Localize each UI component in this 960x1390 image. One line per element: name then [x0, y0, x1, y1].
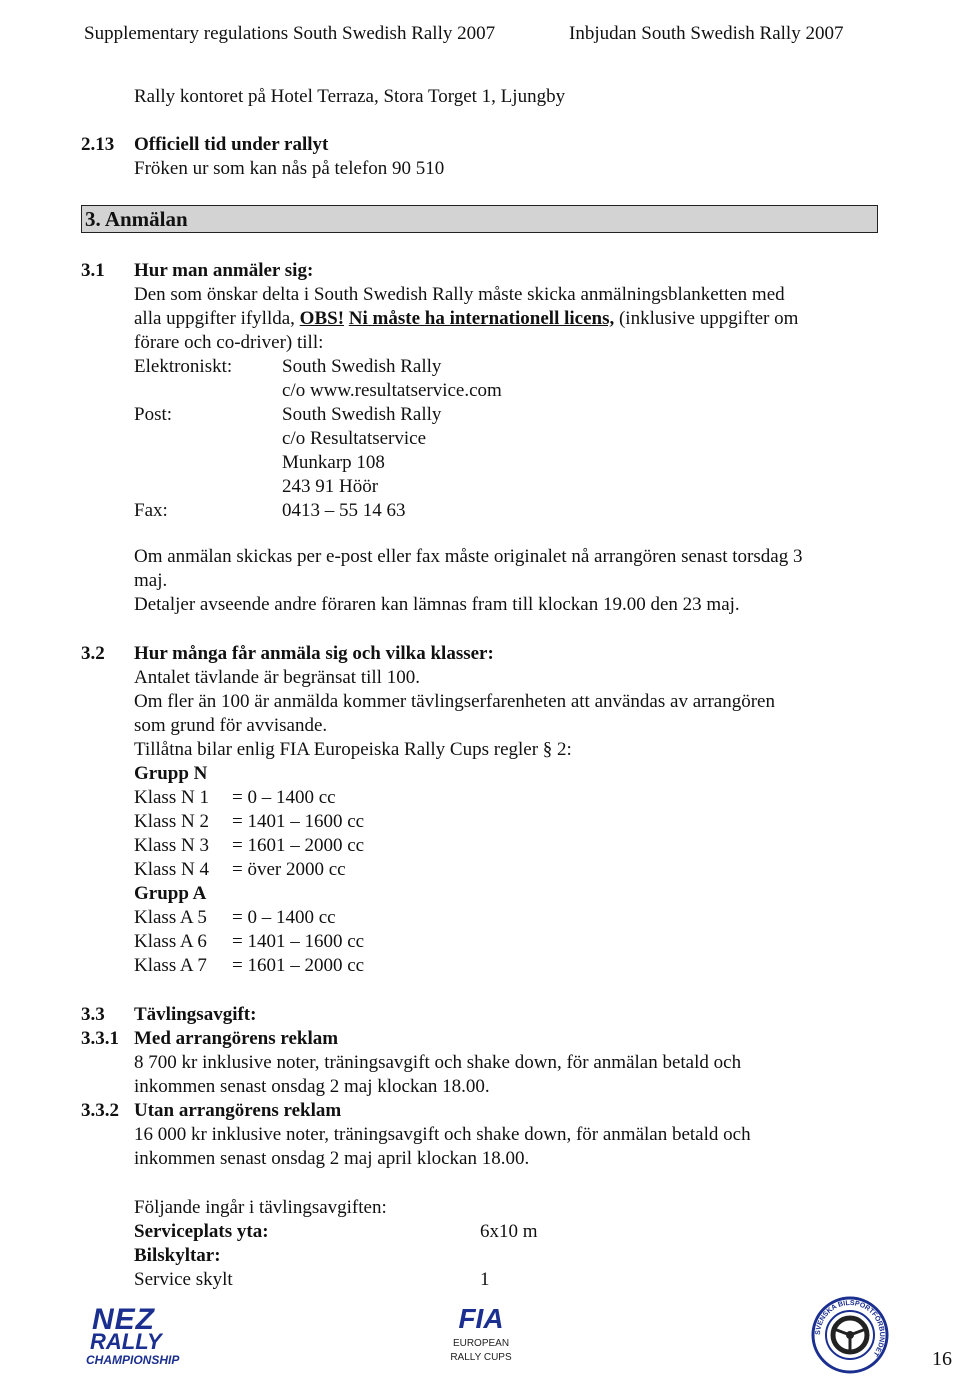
line2-text-c: (inklusive uppgifter om [618, 308, 799, 329]
section-3-heading [81, 205, 878, 233]
class-value: = 1601 – 2000 cc [232, 835, 365, 856]
fia-rally-cups-text: RALLY CUPS [450, 1352, 512, 1363]
nez-logo-text: NEZ [92, 1303, 155, 1336]
section-3-2-title: Hur många får anmäla sig och vilka klasser: [134, 643, 494, 664]
section-3-3-title: Tävlingsavgift: [134, 1004, 257, 1025]
class-name: Klass A 7 [134, 955, 207, 976]
service-sign-label: Service skylt [134, 1269, 233, 1290]
class-value: = över 2000 cc [232, 859, 346, 880]
section-3-1-number: 3.1 [81, 260, 105, 281]
post-line4: 243 91 Höör [282, 476, 379, 497]
note-line3: Detaljer avseende andre föraren kan lämnas fram till klockan 19.00 den 23 maj. [134, 594, 740, 615]
rally-logo-text: RALLY [90, 1329, 162, 1354]
class-name: Klass N 3 [134, 835, 209, 856]
class-value: = 0 – 1400 cc [232, 787, 336, 808]
section-3-3-2-title: Utan arrangörens reklam [134, 1100, 342, 1121]
nez-rally-championship-logo [84, 1305, 194, 1371]
included-intro: Följande ingår i tävlingsavgiften: [134, 1197, 387, 1218]
license-requirement: Ni måste ha internationell licens, [348, 308, 615, 329]
section-3-2-line3: som grund för avvisande. [134, 715, 328, 736]
section-3-2-number: 3.2 [81, 643, 105, 664]
championship-logo-text: CHAMPIONSHIP [86, 1353, 180, 1367]
fax-label: Fax: [134, 500, 168, 521]
section-3-2-line2: Om fler än 100 är anmälda kommer tävlingserfarenheten att användas av arrangören [134, 691, 775, 712]
section-3-3-2-number: 3.3.2 [81, 1100, 119, 1121]
class-name: Klass N 1 [134, 787, 209, 808]
bilskyltar-label: Bilskyltar: [134, 1245, 221, 1266]
post-line2: c/o Resultatservice [282, 428, 427, 449]
obs-notice: OBS! [299, 308, 345, 329]
page-number: 16 [932, 1348, 952, 1370]
elektroniskt-label: Elektroniskt: [134, 356, 233, 377]
post-label: Post: [134, 404, 173, 425]
section-3-1-line2 [134, 308, 798, 330]
section-3-3-1-number: 3.3.1 [81, 1028, 119, 1049]
class-name: Klass N 4 [134, 859, 209, 880]
service-area-label: Serviceplats yta: [134, 1221, 269, 1242]
section-3-2-line1: Antalet tävlande är begränsat till 100. [134, 667, 420, 688]
section-3-3-1-title: Med arrangörens reklam [134, 1028, 339, 1049]
section-3-1-line1: Den som önskar delta i South Swedish Rally måste skicka anmälningsblanketten med [134, 284, 785, 305]
note-line1: Om anmälan skickas per e-post eller fax måste originalet nå arrangören senast torsdag 3 [134, 546, 803, 567]
group-a-heading: Grupp A [134, 883, 207, 904]
section-2-13-text: Fröken ur som kan nås på telefon 90 510 [134, 158, 445, 179]
elektroniskt-line2: c/o www.resultatservice.com [282, 380, 502, 401]
section-3-3-1-line1: 8 700 kr inklusive noter, träningsavgift och shake down, för anmälan betald och [134, 1052, 742, 1073]
section-3-3-number: 3.3 [81, 1004, 105, 1025]
section-3-2-line4: Tillåtna bilar enlig FIA Europeiska Rally Cups regler § 2: [134, 739, 572, 760]
header-left: Supplementary regulations South Swedish Rally 2007 [84, 23, 496, 44]
post-line1: South Swedish Rally [282, 404, 442, 425]
fax-value: 0413 – 55 14 63 [282, 500, 406, 521]
note-line2: maj. [134, 570, 168, 591]
header-right: Inbjudan South Swedish Rally 2007 [569, 23, 844, 44]
svenska-bilsportforbundet-logo [810, 1295, 890, 1375]
intro-line: Rally kontoret på Hotel Terraza, Stora Torget 1, Ljungby [134, 86, 566, 107]
section-3-3-2-line2: inkommen senast onsdag 2 maj april klockan 18.00. [134, 1148, 530, 1169]
line2-text-a: alla uppgifter ifyllda, [134, 308, 295, 329]
class-value: = 1601 – 2000 cc [232, 955, 365, 976]
class-name: Klass N 2 [134, 811, 209, 832]
section-3-3-2-line1: 16 000 kr inklusive noter, träningsavgift och shake down, för anmälan betald och [134, 1124, 751, 1145]
section-3-3-1-line2: inkommen senast onsdag 2 maj klockan 18.00. [134, 1076, 490, 1097]
ssf-ring-text: SVENSKA BILSPORTFÖRBUNDET [814, 1299, 886, 1358]
section-3-1-line3: förare och co-driver) till: [134, 332, 324, 353]
steering-wheel-icon [810, 1295, 890, 1375]
section-3-1-title: Hur man anmäler sig: [134, 260, 314, 281]
service-area-value: 6x10 m [480, 1221, 538, 1242]
group-n-heading: Grupp N [134, 763, 208, 784]
fia-logo-mark: FIA [458, 1303, 504, 1334]
class-name: Klass A 5 [134, 907, 207, 928]
fia-european-text: EUROPEAN [452, 1338, 510, 1349]
class-value: = 1401 – 1600 cc [232, 811, 365, 832]
service-sign-value: 1 [480, 1269, 490, 1290]
elektroniskt-line1: South Swedish Rally [282, 356, 442, 377]
class-value: = 1401 – 1600 cc [232, 931, 365, 952]
class-name: Klass A 6 [134, 931, 207, 952]
fia-european-rally-cups-logo [446, 1303, 516, 1373]
section-3-title: 3. Anmälan [85, 207, 188, 231]
section-2-13-title: Officiell tid under rallyt [134, 134, 329, 155]
class-value: = 0 – 1400 cc [232, 907, 336, 928]
post-line3: Munkarp 108 [282, 452, 385, 473]
section-2-13-number: 2.13 [81, 134, 115, 155]
